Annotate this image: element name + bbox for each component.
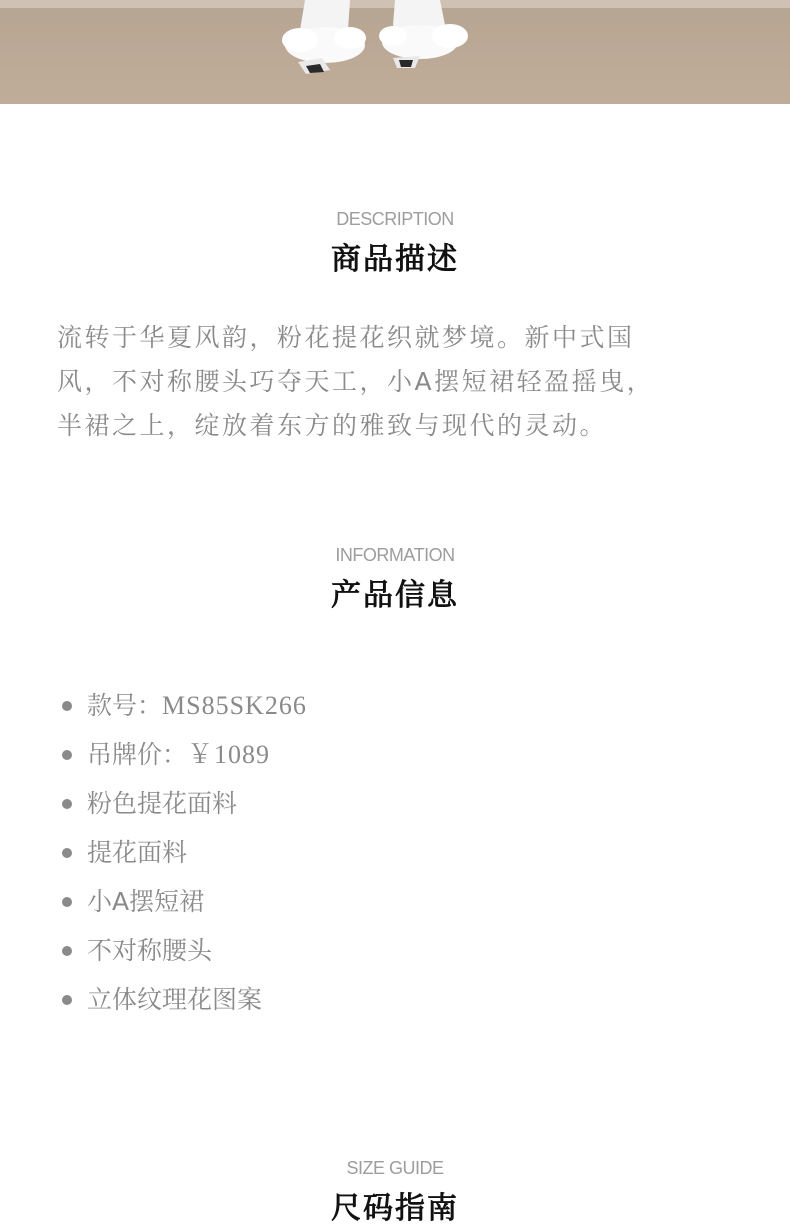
info-item-label: 吊牌价： xyxy=(87,740,188,769)
description-label-en: DESCRIPTION xyxy=(336,209,454,229)
bullet-icon xyxy=(62,799,72,809)
description-line: 半裙之上，绽放着东方的雅致与现代的灵动。 xyxy=(57,411,608,440)
right-feather-shoe xyxy=(365,0,485,80)
info-item-label: 小A摆短裙 xyxy=(87,887,205,916)
product-hero-image xyxy=(0,0,790,104)
size-guide-title: 尺码指南 xyxy=(331,1191,459,1226)
bullet-icon xyxy=(62,897,72,907)
info-item-label: 立体纹理花图案 xyxy=(87,985,263,1014)
info-item xyxy=(60,781,307,830)
information-title: 产品信息 xyxy=(331,578,459,613)
info-item xyxy=(60,830,307,879)
info-item-value: ￥1089 xyxy=(187,740,271,769)
info-item xyxy=(60,928,307,977)
information-label-en: INFORMATION xyxy=(335,545,455,565)
info-item-style-number xyxy=(60,683,307,732)
info-item-label: 提花面料 xyxy=(87,838,188,867)
info-item-label: 不对称腰头 xyxy=(87,936,213,965)
description-title: 商品描述 xyxy=(331,242,459,277)
bullet-icon xyxy=(62,946,72,956)
bullet-icon xyxy=(62,701,72,711)
bullet-icon xyxy=(62,995,72,1005)
description-line: 流转于华夏风韵，粉花提花织就梦境。新中式国 xyxy=(57,323,635,352)
product-info-list xyxy=(60,683,307,1026)
bullet-icon xyxy=(62,750,72,760)
info-item xyxy=(60,977,307,1026)
info-item-label: 款号： xyxy=(87,691,163,720)
bullet-icon xyxy=(62,848,72,858)
description-text xyxy=(57,316,747,448)
info-item xyxy=(60,879,307,928)
info-item-price xyxy=(60,732,307,781)
size-guide-label-en: SIZE GUIDE xyxy=(346,1158,444,1178)
info-item-value: MS85SK266 xyxy=(162,691,307,720)
info-item-label: 粉色提花面料 xyxy=(87,789,238,818)
description-line: 风，不对称腰头巧夺天工，小A摆短裙轻盈摇曳， xyxy=(57,367,655,396)
